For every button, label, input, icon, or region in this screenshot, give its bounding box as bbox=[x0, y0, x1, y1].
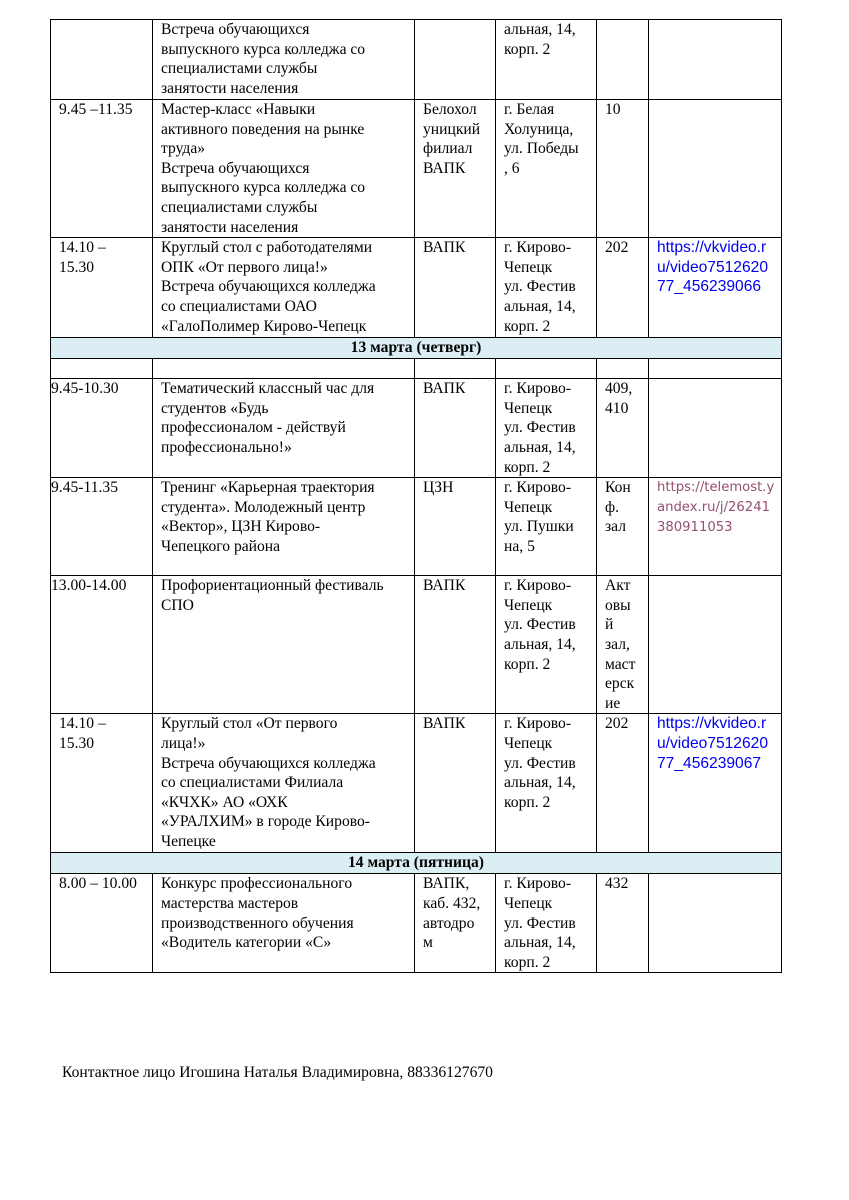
video-link[interactable]: https://vkvideo.r u/video7512620 77_456239067 bbox=[657, 715, 768, 772]
day-header-row bbox=[51, 338, 782, 359]
time-cell: 9.45 –11.35 bbox=[51, 100, 153, 238]
event-cell: Профориентационный фестиваль СПО bbox=[153, 576, 415, 714]
table-row bbox=[51, 238, 782, 338]
day-header: 14 марта (пятница) bbox=[51, 853, 782, 874]
organizer-cell: ЦЗН bbox=[415, 478, 496, 576]
time-cell: 14.10 – 15.30 bbox=[51, 714, 153, 853]
address-cell: г. Кирово- Чепецк ул. Фестив альная, 14, корп. 2 bbox=[496, 714, 597, 853]
telemost-link[interactable]: https://telemost.y andex.ru/j/26241 380911053 bbox=[657, 480, 775, 536]
time-cell: 8.00 – 10.00 bbox=[51, 874, 153, 973]
table-row bbox=[51, 714, 782, 853]
organizer-cell: ВАПК bbox=[415, 576, 496, 714]
link-cell bbox=[649, 478, 782, 576]
event-cell: Круглый стол «От первого лица!» Встреча обучающихся колледжа со специалистами Филиала «КЧХК» АО «ОХК «УРАЛХИМ» в городе Кирово- Чепецке bbox=[153, 714, 415, 853]
link-cell bbox=[649, 379, 782, 478]
address-cell: альная, 14, корп. 2 bbox=[496, 20, 597, 100]
room-cell: Акт овы й зал, маст ерск ие bbox=[597, 576, 649, 714]
event-cell: Мастер-класс «Навыки активного поведения на рынке труда» Встреча обучающихся выпускного курса колледжа со специалистами службы занятости населения bbox=[153, 100, 415, 238]
room-cell: 202 bbox=[597, 238, 649, 338]
time-cell: 9.45-11.35 bbox=[51, 478, 153, 576]
link-cell bbox=[649, 576, 782, 714]
room-cell bbox=[597, 20, 649, 100]
video-link[interactable]: https://vkvideo.r u/video7512620 77_456239066 bbox=[657, 239, 768, 296]
room-cell: 432 bbox=[597, 874, 649, 973]
address-cell: г. Кирово- Чепецк ул. Фестив альная, 14, корп. 2 bbox=[496, 379, 597, 478]
table-row bbox=[51, 20, 782, 100]
table-row bbox=[51, 379, 782, 478]
event-cell: Круглый стол с работодателями ОПК «От первого лица!» Встреча обучающихся колледжа со специалистами ОАО «ГалоПолимер Кирово-Чепецк bbox=[153, 238, 415, 338]
time-cell bbox=[51, 20, 153, 100]
organizer-cell: ВАПК bbox=[415, 714, 496, 853]
link-cell bbox=[649, 100, 782, 238]
organizer-cell: Белохол уницкий филиал ВАПК bbox=[415, 100, 496, 238]
schedule-table bbox=[50, 19, 782, 973]
empty-row bbox=[51, 359, 782, 379]
organizer-cell bbox=[415, 20, 496, 100]
time-cell: 14.10 – 15.30 bbox=[51, 238, 153, 338]
room-cell: 10 bbox=[597, 100, 649, 238]
link-cell bbox=[649, 714, 782, 853]
link-cell bbox=[649, 874, 782, 973]
room-cell: 202 bbox=[597, 714, 649, 853]
organizer-cell: ВАПК, каб. 432, автодро м bbox=[415, 874, 496, 973]
table-row bbox=[51, 100, 782, 238]
link-cell bbox=[649, 238, 782, 338]
organizer-cell: ВАПК bbox=[415, 238, 496, 338]
table-row bbox=[51, 576, 782, 714]
address-cell: г. Кирово- Чепецк ул. Фестив альная, 14, корп. 2 bbox=[496, 576, 597, 714]
address-cell: г. Кирово- Чепецк ул. Пушки на, 5 bbox=[496, 478, 597, 576]
event-cell: Конкурс профессионального мастерства мастеров производственного обучения «Водитель категории «С» bbox=[153, 874, 415, 973]
event-cell: Тематический классный час для студентов «Будь профессионалом - действуй профессионально!» bbox=[153, 379, 415, 478]
room-cell: 409, 410 bbox=[597, 379, 649, 478]
table-row bbox=[51, 478, 782, 576]
table-row bbox=[51, 874, 782, 973]
address-cell: г. Кирово- Чепецк ул. Фестив альная, 14, корп. 2 bbox=[496, 874, 597, 973]
time-cell: 13.00-14.00 bbox=[51, 576, 153, 714]
day-header: 13 марта (четверг) bbox=[51, 338, 782, 359]
address-cell: г. Белая Холуница, ул. Победы , 6 bbox=[496, 100, 597, 238]
day-header-row bbox=[51, 853, 782, 874]
event-cell: Тренинг «Карьерная траектория студента». Молодежный центр «Вектор», ЦЗН Кирово- Чепецкого района bbox=[153, 478, 415, 576]
time-cell: 9.45-10.30 bbox=[51, 379, 153, 478]
contact-person-line: Контактное лицо Игошина Наталья Владимировна, 88336127670 bbox=[62, 1064, 493, 1081]
room-cell: Кон ф. зал bbox=[597, 478, 649, 576]
link-cell bbox=[649, 20, 782, 100]
event-cell: Встреча обучающихся выпускного курса колледжа со специалистами службы занятости населения bbox=[153, 20, 415, 100]
address-cell: г. Кирово- Чепецк ул. Фестив альная, 14, корп. 2 bbox=[496, 238, 597, 338]
organizer-cell: ВАПК bbox=[415, 379, 496, 478]
